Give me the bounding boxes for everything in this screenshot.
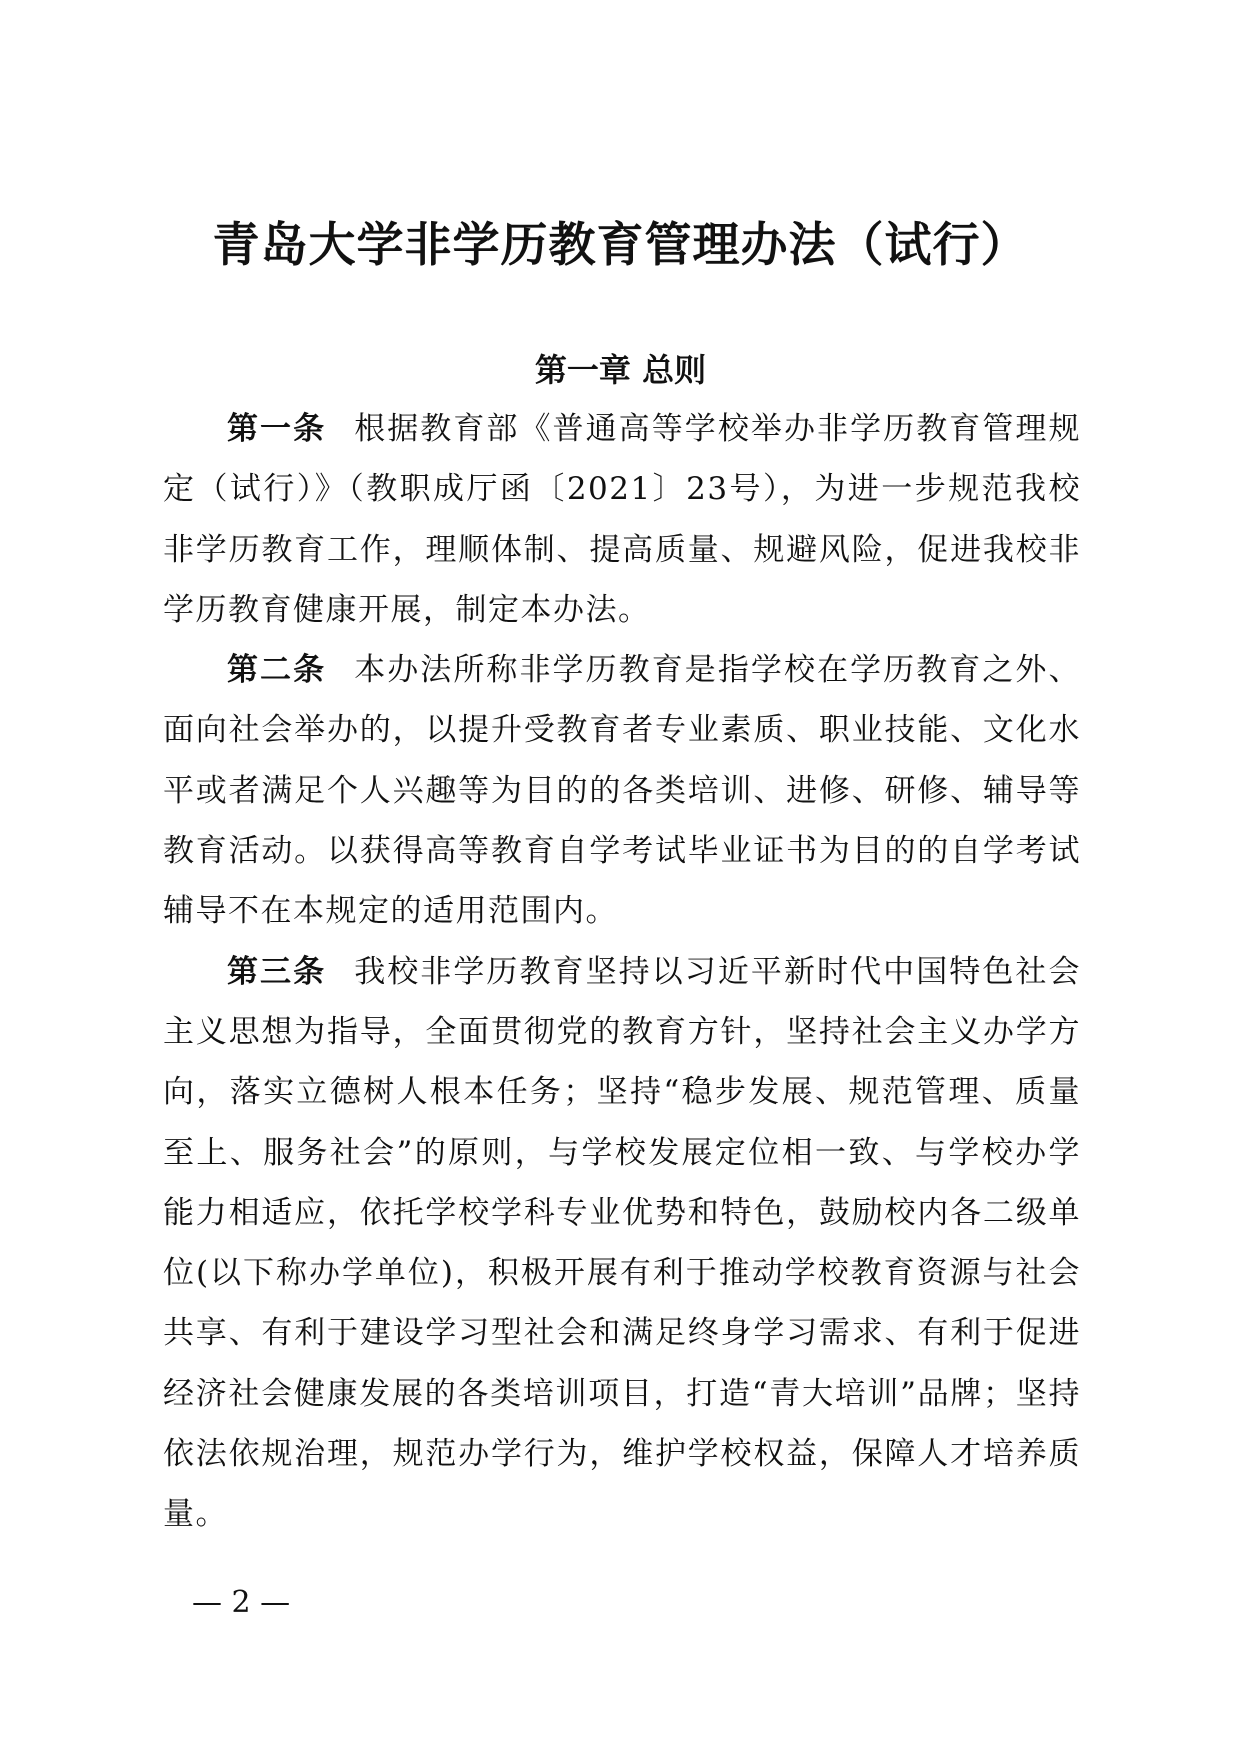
article-3-text: 我校非学历教育坚持以习近平新时代中国特色社会主义思想为指导，全面贯彻党的教育方针，坚持社会主义办学方向，落实立德树人根本任务；坚持“稳步发展、规范管理、质量至上、服务社会”的原则，与学校发展定位相一致、与学校办学能力相适应，依托学校学科专业优势和特色，鼓励校内各二级单位(以下称办学单位)，积极开展有利于推动学校教育资源与社会共享、有利于建设学习型社会和满足终身学习需求、有利于促进经济社会健康发展的各类培训项目，打造“青大培训”品牌；坚持依法依规治理，规范办学行为，维护学校权益，保障人才培养质量。 [163,953,1081,1533]
article-1 [163,399,1081,640]
article-3 [163,942,1081,1545]
article-3-label: 第三条 [227,953,327,990]
chapter-heading: 第一章 总则 [534,351,707,389]
page-number: — 2 — [192,1585,291,1620]
document-title: 青岛大学非学历教育管理办法（试行） [212,218,1029,273]
article-2-label: 第二条 [227,652,327,689]
article-1-label: 第一条 [227,411,327,447]
article-2 [163,640,1081,941]
document-body [163,399,1081,1545]
article-2-text: 本办法所称非学历教育是指学校在学历教育之外、面向社会举办的，以提升受教育者专业素质、职业技能、文化水平或者满足个人兴趣等为目的的各类培训、进修、研修、辅导等教育活动。以获得高等教育自学考试毕业证书为目的的自学考试辅导不在本规定的适用范围内。 [163,652,1081,930]
article-1-text: 根据教育部《普通高等学校举办非学历教育管理规定（试行）》（教职成厅函〔2021〕23号），为进一步规范我校非学历教育工作，理顺体制、提高质量、规避风险，促进我校非学历教育健康开展，制定本办法。 [163,411,1081,628]
